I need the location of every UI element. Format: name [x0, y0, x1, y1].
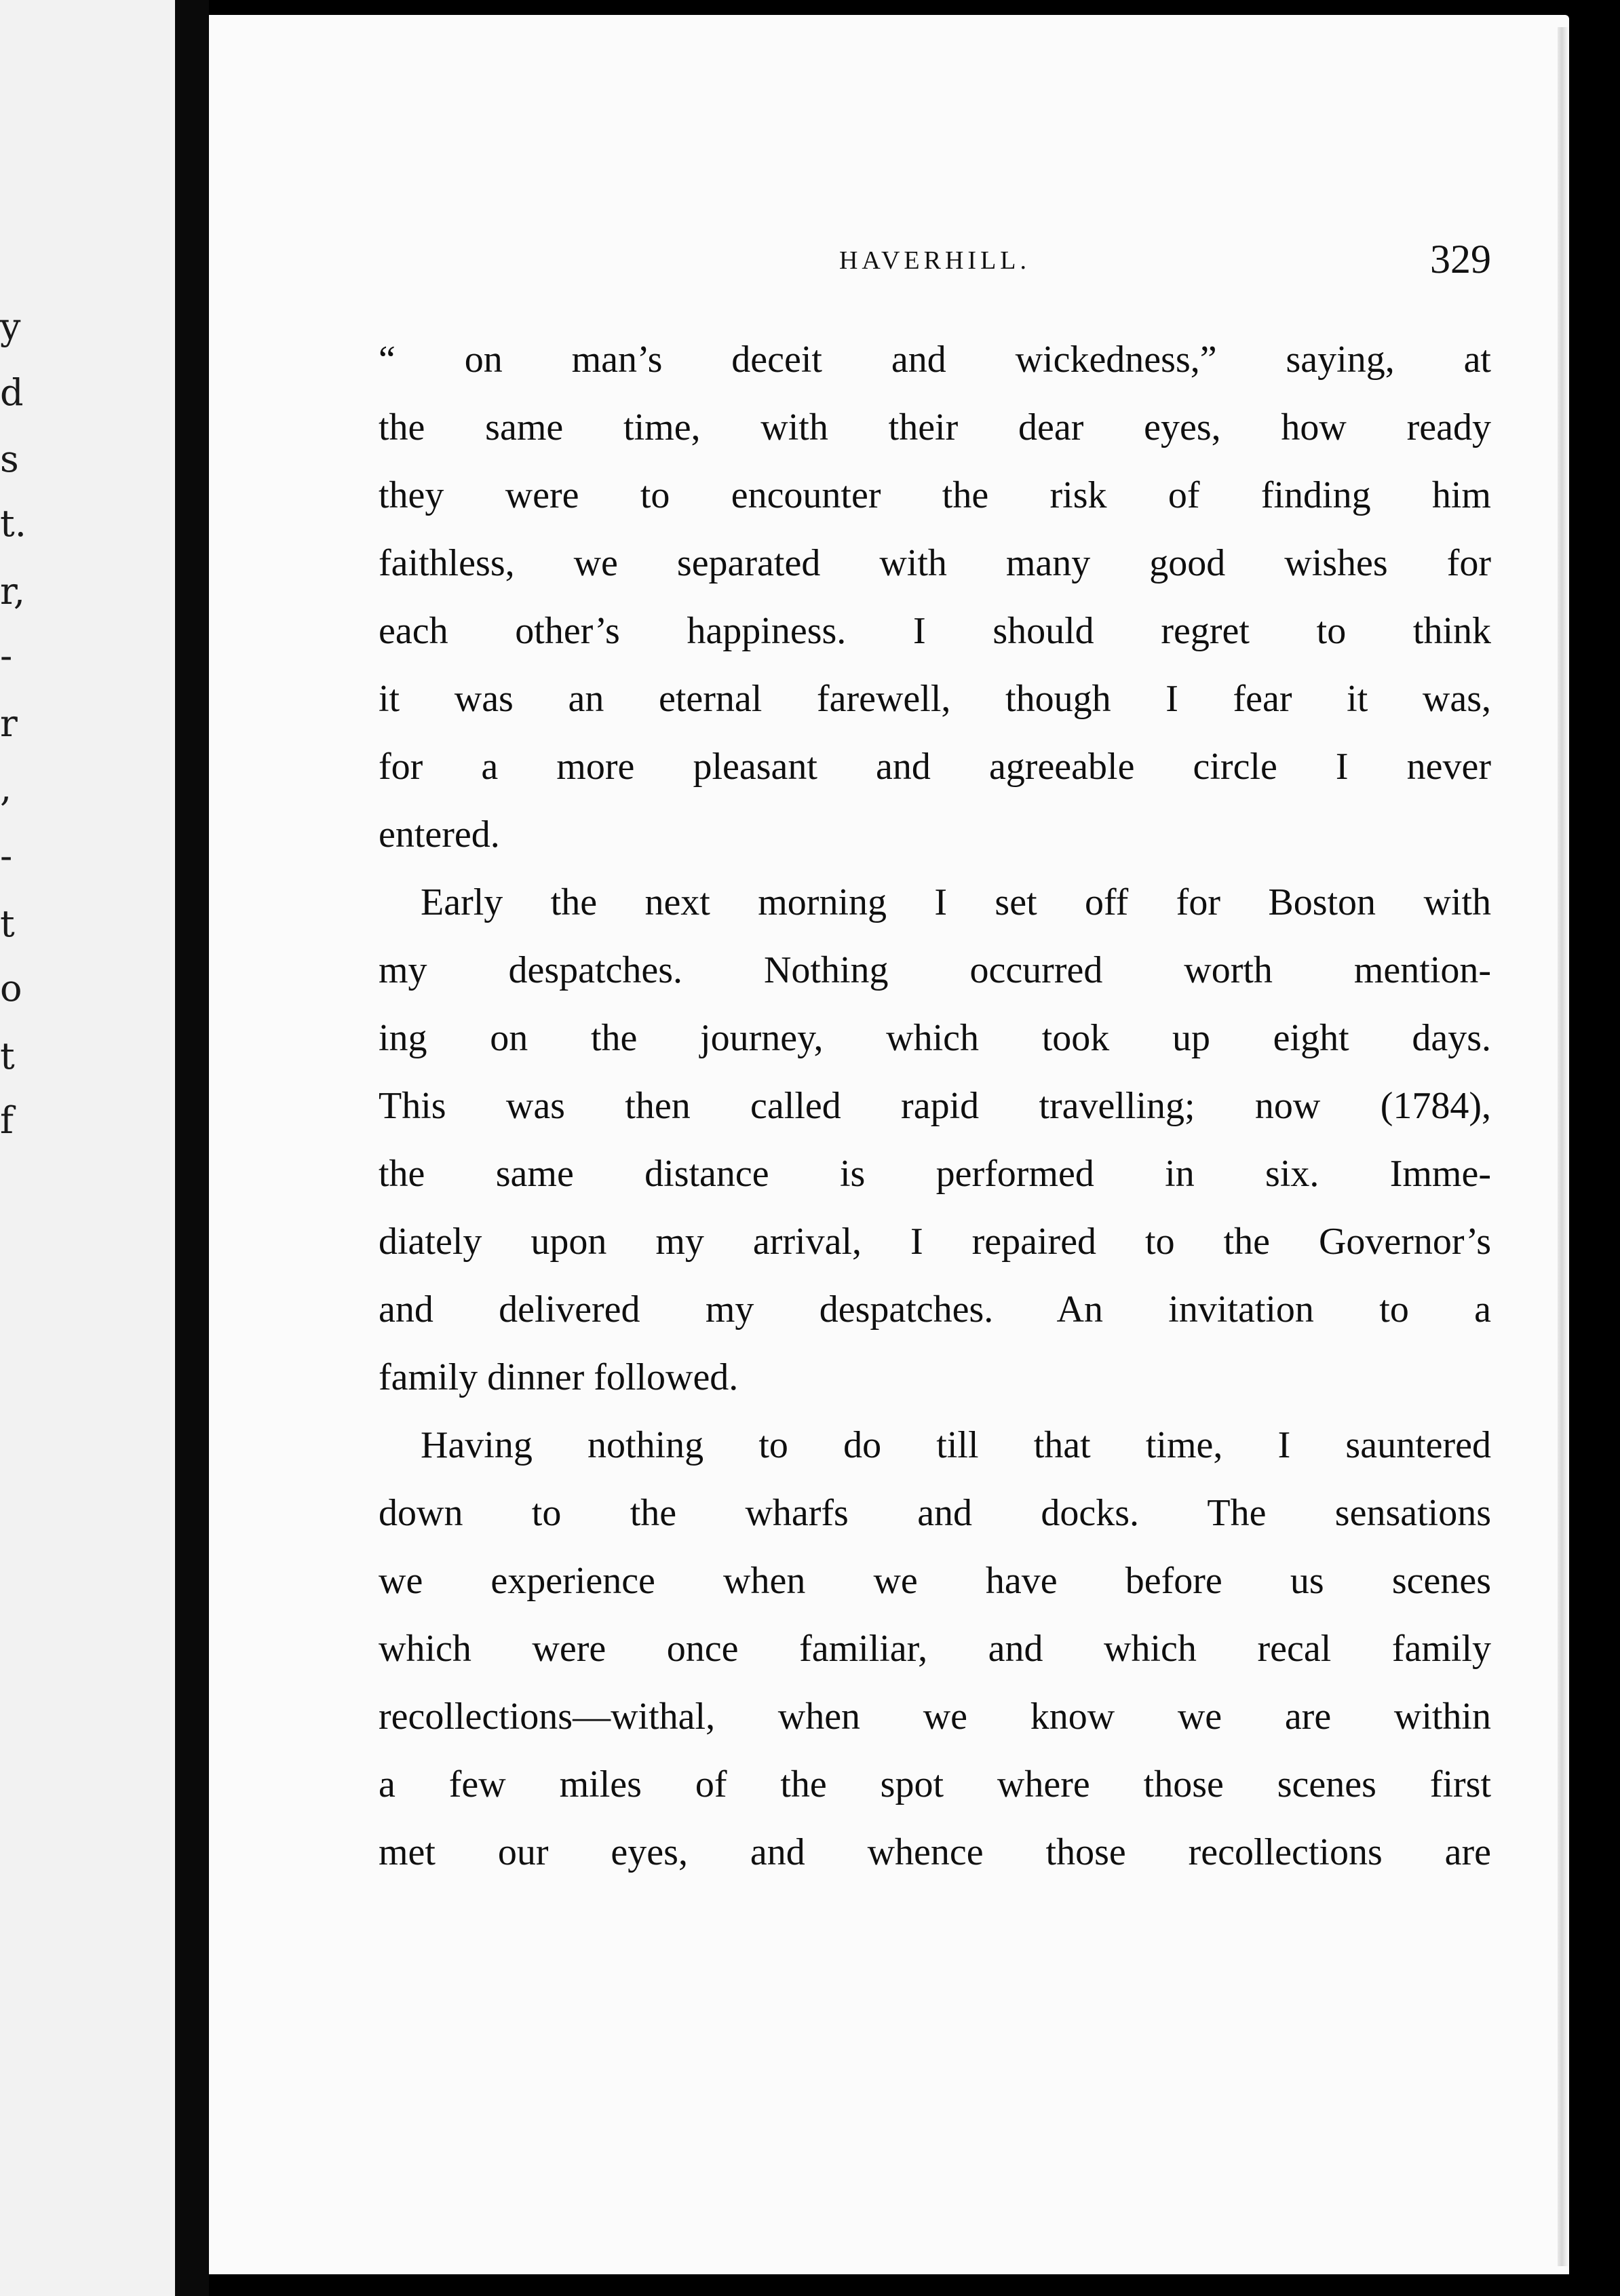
- text-line: the same time, with their dear eyes, how ready: [379, 406, 1491, 448]
- text-line: my despatches. Nothing occurred worth mention-: [379, 949, 1491, 991]
- text-line: which were once familiar, and which recal family: [379, 1628, 1491, 1670]
- edge-letter: o: [0, 967, 22, 1010]
- edge-letter: t.: [0, 502, 26, 545]
- text-line: faithless, we separated with many good wishes for: [379, 542, 1491, 584]
- text-line: entered.: [379, 814, 500, 856]
- text-line: Early the next morning I set off for Boston with: [421, 881, 1491, 923]
- text-line: a few miles of the spot where those scenes first: [379, 1763, 1491, 1805]
- text-line: “ on man’s deceit and wickedness,” saying, at: [379, 339, 1491, 381]
- text-line: family dinner followed.: [379, 1356, 739, 1398]
- text-line: recollections—withal, when we know we are within: [379, 1696, 1491, 1738]
- text-line: they were to encounter the risk of finding him: [379, 474, 1491, 516]
- edge-letter: f: [0, 1099, 14, 1142]
- text-line: down to the wharfs and docks. The sensations: [379, 1492, 1491, 1534]
- book-page: [209, 15, 1569, 2274]
- edge-letter: -: [0, 835, 13, 877]
- edge-letter: y: [0, 305, 21, 348]
- text-line: This was then called rapid travelling; now (1784),: [379, 1085, 1491, 1127]
- edge-letter: ,: [0, 767, 12, 809]
- text-line: we experience when we have before us scenes: [379, 1560, 1491, 1602]
- text-line: the same distance is performed in six. Imme-: [379, 1153, 1491, 1195]
- edge-letter: t: [0, 902, 15, 945]
- text-line: each other’s happiness. I should regret to think: [379, 610, 1491, 652]
- text-line: Having nothing to do till that time, I sauntered: [421, 1424, 1491, 1466]
- text-line: and delivered my despatches. An invitation to a: [379, 1288, 1491, 1331]
- book-gutter: [175, 0, 209, 2296]
- edge-letter: d: [0, 371, 24, 414]
- edge-letter: -: [0, 634, 13, 677]
- edge-letter: t: [0, 1035, 15, 1077]
- page-body: [379, 326, 1491, 1886]
- page-header: [379, 239, 1491, 293]
- text-line: diately upon my arrival, I repaired to the Governor’s: [379, 1221, 1491, 1263]
- text-line: it was an eternal farewell, though I fear it was,: [379, 678, 1491, 720]
- edge-letter: r: [0, 702, 18, 745]
- paragraph-1: [379, 326, 1491, 868]
- edge-letter: r,: [0, 570, 26, 613]
- text-line: met our eyes, and whence those recollections are: [379, 1831, 1491, 1873]
- page-number: 329: [1430, 237, 1491, 282]
- page-edge: [1558, 27, 1568, 2266]
- text-line: ing on the journey, which took up eight days.: [379, 1017, 1491, 1059]
- paragraph-3: [379, 1411, 1491, 1886]
- edge-letter: s: [0, 438, 19, 480]
- running-head: HAVERHILL.: [838, 246, 1030, 275]
- text-line: for a more pleasant and agreeable circle I never: [379, 746, 1491, 788]
- facing-page-fragment: [0, 0, 175, 2296]
- paragraph-2: [379, 868, 1491, 1411]
